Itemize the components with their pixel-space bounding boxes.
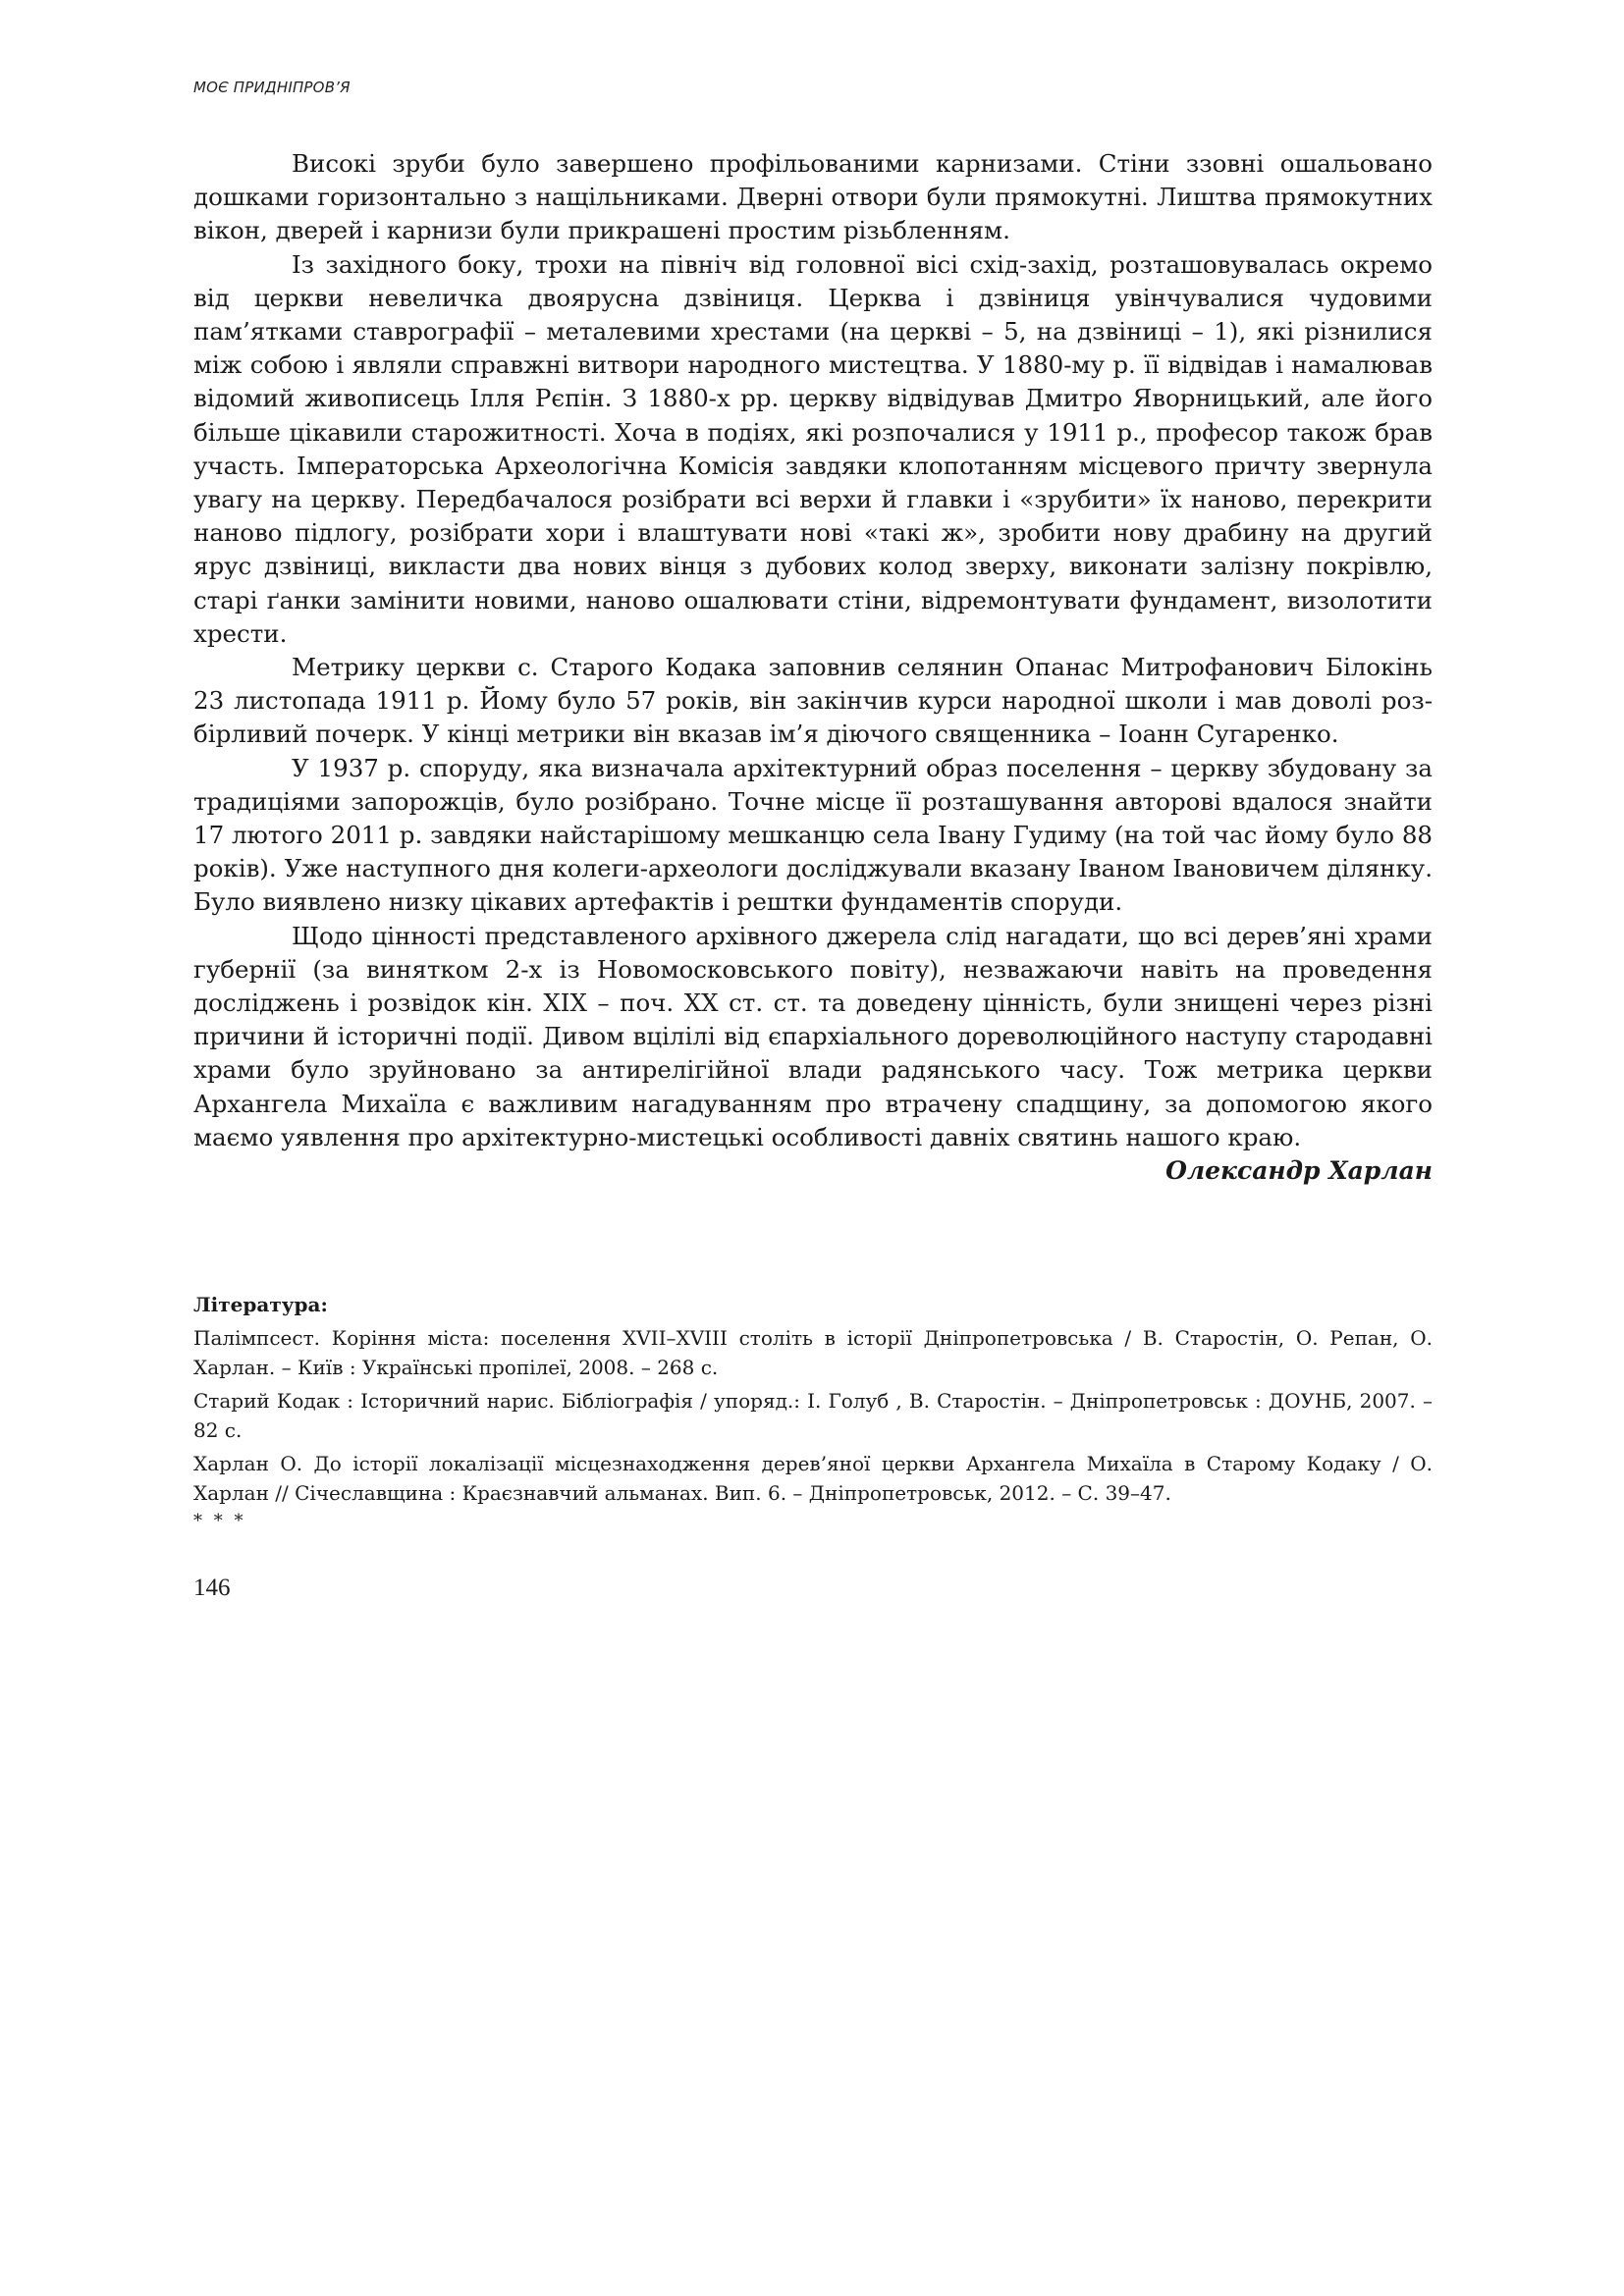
paragraph-carving: Високі зруби було завершено профільованими карнизами. Стіни ззовні ошальовано дошками горизонтально з нащільниками. Дверні отвори були прямокутні. Лиштва прямокутних вікон, дверей і карнизи були прикрашені простим різьбленням. [193,149,1433,245]
reference-item: Харлан О. До історії локалізації місцезнаходження дерев’яної церкви Архангела Михаїла в Старому Кодаку / О. Харлан // Січеславщина : Краєзнавчий альманах. Вип. 6. – Дніпропетровськ, 2012. – С. 39–47. [193,1452,1433,1505]
references-heading: Література: [193,1293,328,1316]
author-signature: Олександр Харлан [1165,1156,1433,1186]
paragraph-metric: Метрику церкви с. Старого Кодака заповнив селянин Опанас Митрофанович Білокінь 23 листопада 1911 р. Йому було 57 років, він закінчив курси народної школи і мав доволі розбірливий почерк. У кінці метрики він вказав ім’я діючого священника – Іоанн Сугаренко. [193,653,1433,749]
section-separator: * * * [193,1511,246,1531]
article-body [193,147,1433,1188]
reference-item: Палімпсест. Коріння міста: поселення XVII–XVIII століть в історії Дніпропетровська / В. Старостін, О. Репан, О. Харлан. – Київ : Українські пропілеї, 2008. – 268 с. [193,1326,1433,1379]
paragraph-value: Щодо цінності представленого архівного джерела слід нагадати, що всі дерев’яні храми губернії (за винятком 2-х із Новомосковського повіту), незважаючи навіть на проведення досліджень і розвідок кін. ХІХ – поч. ХХ ст. ст. та доведену цінність, були знищені через різні причини й історичні події. Дивом вцілілі від єпархіального дореволюційного наступу стародавні храми було зруйновано за антирелігійної влади радянського часу. Тож метрика церкви Архангела Михаїла є важливим нагадуванням про втрачену спадщину, за допомогою якого маємо уявлення про архітектурно-мистецькі особливості давніх святинь нашого краю. [193,921,1433,1151]
paragraph-demolition: У 1937 р. споруду, яка визначала архітектурний образ поселення – церкву збудовану за традиціями запорожців, було розібрано. Точне місце її розташування авторові вдалося знайти 17 лютого 2011 р. завдяки найстарішому мешканцю села Івану Гудиму (на той час йому було 88 років). Уже наступного дня колеги-археологи досліджували вказану Іваном Івановичем ділянку. Було виявлено низку цікавих артефактів і рештки фундаментів споруди. [193,753,1433,917]
references-section [193,1292,1433,1531]
running-header: МОЄ ПРИДНІПРОВ’Я [193,79,351,96]
reference-item: Старий Кодак : Історичний нарис. Бібліографія / упоряд.: І. Голуб , В. Старостін. – Дніпропетровськ : ДОУНБ, 2007. – 82 с. [193,1389,1433,1442]
paragraph-bell-tower: Із західного боку, трохи на північ від головної вісі схід-захід, розташовувалась окремо від церкви невеличка двоярусна дзвіниця. Церква і дзвіниця увінчувалися чудовими пам’ятками ставрографії – металевими хрестами (на церкві – 5, на дзвіниці – 1), які різнилися між собою і являли справжні витвори народного мистецтва. У 1880-му р. її відвідав і намалював відомий живописець Ілля Рєпін. З 1880-х рр. церкву відвідував Дмитро Яворницький, але його більше цікавили старожитності. Хоча в подіях, які розпочалися у 1911 р., професор також брав участь. Імператорська Археологічна Комісія завдяки клопотанням місцевого причту звернула увагу на церкву. Передбачалося розібрати всі верхи й главки і «зрубити» їх наново, перекрити наново підлогу, розібрати хори і влаштувати нові «такі ж», зробити нову драбину на другий ярус дзвіниці, викласти два нових вінця з дубових колод зверху, виконати залізну покрівлю, старі ґанки замінити новими, наново ошалювати стіни, відремонтувати фундамент, визолотити хрести. [193,249,1433,648]
page-number: 146 [193,1575,231,1601]
